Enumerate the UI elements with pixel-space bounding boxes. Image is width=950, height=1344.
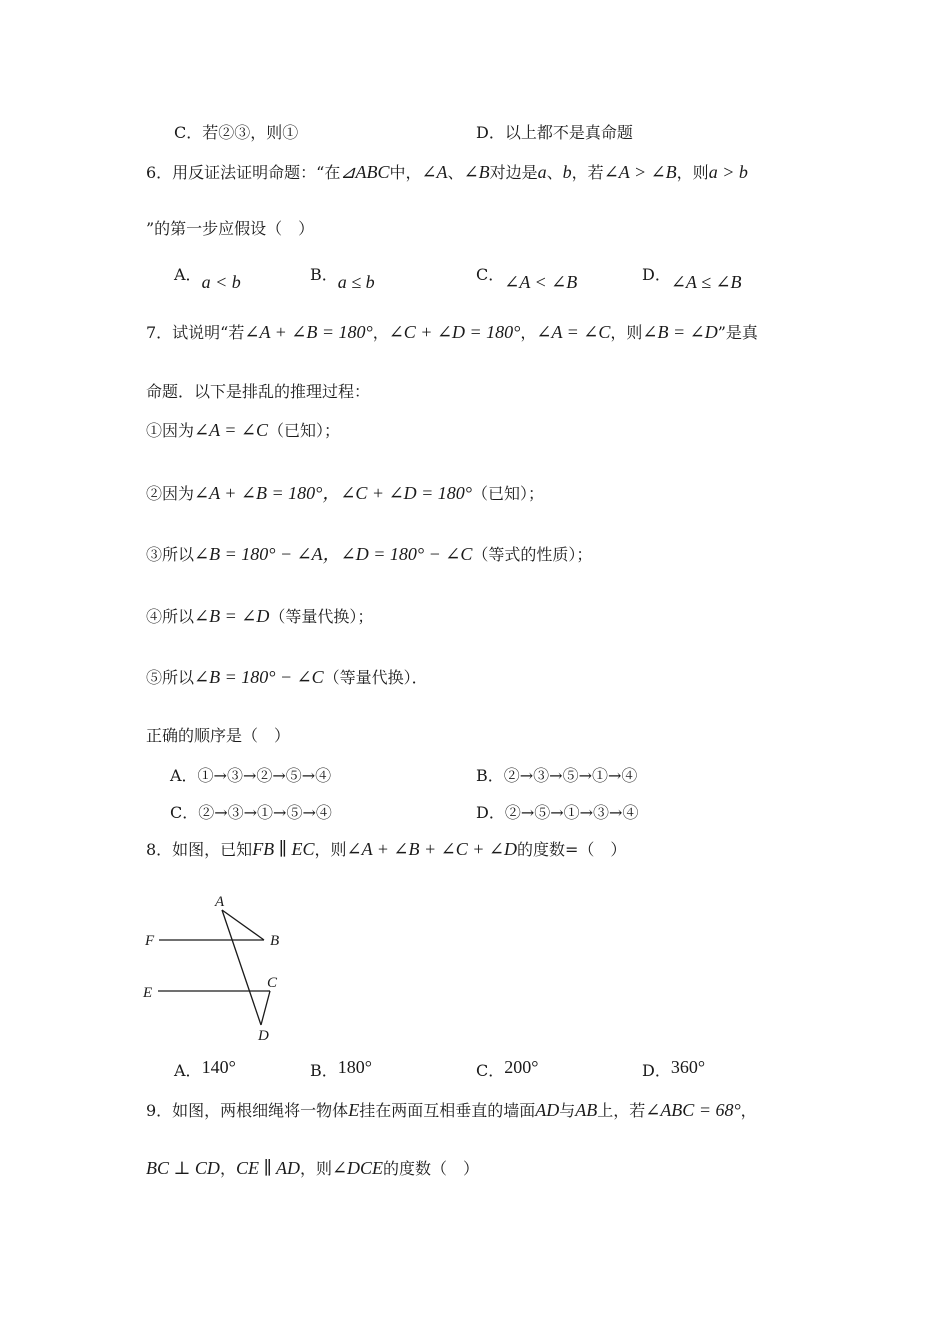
label-d: D: [258, 1028, 269, 1044]
line-cd: [261, 991, 270, 1025]
q5-option-c: C．若②③，则①: [174, 123, 299, 142]
q7-step-1: ①因为∠A = ∠C（已知）；: [146, 420, 341, 440]
q5-option-d: D．以上都不是真命题: [476, 123, 633, 142]
label-f: F: [145, 933, 155, 949]
label-c: C: [267, 975, 278, 991]
line-ab: [222, 910, 264, 940]
q8-option-a[interactable]: A．140°: [174, 1057, 236, 1080]
q7-step-2: ②因为∠A + ∠B = 180°，∠C + ∠D = 180°（已知）；: [146, 483, 545, 503]
q6-option-a[interactable]: A．a < b: [174, 265, 241, 292]
q6-stem-line2: ”的第一步应假设（ ）: [146, 219, 315, 238]
line-ad: [222, 910, 261, 1025]
q7-prompt: 正确的顺序是（ ）: [146, 726, 291, 745]
q7-option-a[interactable]: A．①→③→②→⑤→④: [170, 766, 332, 785]
q7-option-c[interactable]: C．②→③→①→⑤→④: [170, 803, 332, 822]
q7-option-d[interactable]: D．②→⑤→①→③→④: [476, 803, 639, 822]
q8-stem: 8．如图，已知FB ∥ EC，则∠A + ∠B + ∠C + ∠D的度数=（ ）: [146, 839, 627, 859]
label-b: B: [270, 933, 280, 949]
q7-option-b[interactable]: B．②→③→⑤→①→④: [476, 766, 638, 785]
q6-option-c[interactable]: C．∠A < ∠B: [476, 265, 578, 292]
q9-stem-line2: BC ⊥ CD，CE ∥ AD，则∠DCE的度数（ ）: [146, 1158, 480, 1178]
q6-stem-line1: 6．用反证法证明命题：“在⊿ABC中，∠A、∠B对边是a、b，若∠A > ∠B，则a > b: [146, 162, 748, 182]
label-e: E: [143, 985, 153, 1001]
q6-option-d[interactable]: D．∠A ≤ ∠B: [642, 265, 742, 292]
q7-step-4: ④所以∠B = ∠D（等量代换）；: [146, 606, 374, 626]
q7-step-5: ⑤所以∠B = 180° − ∠C（等量代换）．: [146, 667, 428, 687]
q8-option-d[interactable]: D．360°: [642, 1057, 706, 1080]
q7-stem-line2: 命题．以下是排乱的推理过程：: [146, 382, 371, 401]
q9-stem-line1: 9．如图，两根细绳将一物体E挂在两面互相垂直的墙面AD与AB上，若∠ABC = 68°，: [146, 1100, 757, 1120]
q7-step-3: ③所以∠B = 180° − ∠A，∠D = 180° − ∠C（等式的性质）；: [146, 544, 593, 564]
q8-option-c[interactable]: C．200°: [476, 1057, 539, 1080]
q6-option-b[interactable]: B．a ≤ b: [310, 265, 375, 292]
q8-option-b[interactable]: B．180°: [310, 1057, 372, 1080]
q8-figure: [140, 890, 300, 1050]
label-a: A: [215, 894, 225, 910]
q7-stem-line1: 7．试说明“若∠A + ∠B = 180°，∠C + ∠D = 180°，∠A = ∠C，则∠B = ∠D”是真: [146, 322, 758, 342]
